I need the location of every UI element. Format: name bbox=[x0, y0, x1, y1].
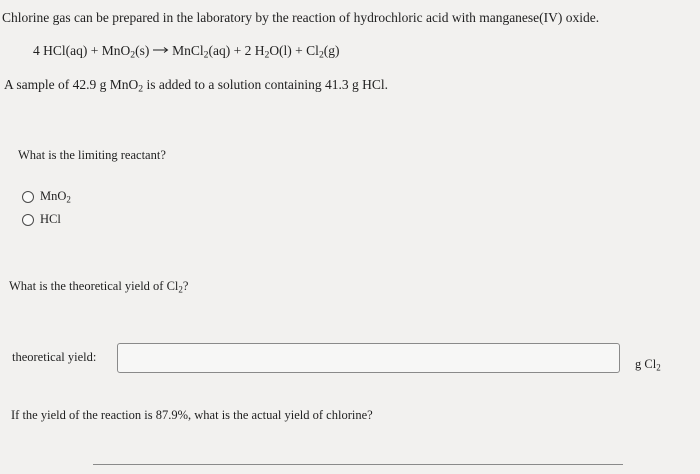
theoretical-yield-question: What is the theoretical yield of $Cl_2$? bbox=[9, 279, 189, 295]
theoretical-yield-input[interactable] bbox=[117, 343, 620, 373]
limiting-reactant-question: What is the limiting reactant? bbox=[18, 148, 166, 162]
sample-statement: A sample of 42.9 g MnO$_2$ is added to a solution containing 41.3 g HCl. bbox=[4, 77, 388, 95]
reaction-arrow-icon bbox=[153, 42, 169, 58]
reaction-equation: 4 HCl(aq) + MnO$_2$(s) MnCl$_2$(aq) + 2 $H_2O(l) + Cl_2(g)$ bbox=[33, 43, 340, 61]
radio-hcl[interactable] bbox=[22, 214, 34, 226]
actual-yield-input[interactable] bbox=[93, 464, 623, 474]
problem-intro: Chlorine gas can be prepared in the laboratory by the reaction of hydrochloric acid with manganese(IV) oxide. bbox=[2, 10, 600, 25]
option-mno2-label[interactable]: MnO$_2$ bbox=[40, 189, 71, 205]
radio-mno2[interactable] bbox=[22, 191, 34, 203]
theoretical-yield-unit: g $Cl_2$ bbox=[635, 357, 661, 373]
actual-yield-question: If the yield of the reaction is 87.9%, what is the actual yield of chlorine? bbox=[11, 408, 373, 422]
theoretical-yield-label: theoretical yield: bbox=[12, 350, 97, 364]
option-hcl-label[interactable]: HCl bbox=[40, 212, 61, 226]
